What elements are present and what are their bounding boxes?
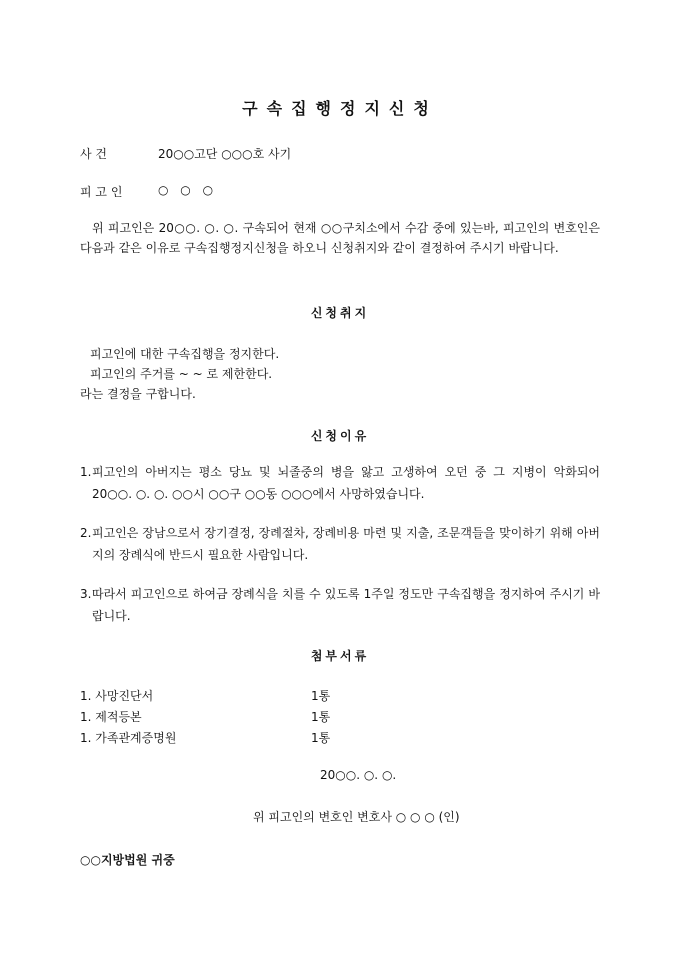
attachment-name: 1. 제적등본 <box>80 710 142 724</box>
case-value: 20○○고단 ○○○호 사기 <box>158 147 292 161</box>
purpose-heading: 신청취지 <box>310 306 370 320</box>
attachment-qty: 1통 <box>311 689 331 703</box>
attachment-qty: 1통 <box>311 731 331 745</box>
case-label: 사 건 <box>80 147 107 161</box>
reason-number: 3. <box>80 587 92 601</box>
signature-line: 위 피고인의 변호인 변호사 ○ ○ ○ (인) <box>253 810 460 824</box>
reason-text: 피고인은 장남으로서 장기결정, 장례절차, 장례비용 마련 및 지출, 조문객들을 맞이하기 위해 아버지의 장례식에 반드시 필요한 사람입니다. <box>92 526 600 562</box>
attachments-heading: 첨부서류 <box>310 649 370 663</box>
court-addressee: ○○지방법원 귀중 <box>80 853 175 867</box>
reason-item-2 <box>80 522 600 566</box>
reason-item-1 <box>80 461 600 505</box>
reason-number: 2. <box>80 526 92 540</box>
reason-number: 1. <box>80 465 92 479</box>
purpose-line-3: 라는 결정을 구합니다. <box>80 387 196 401</box>
purpose-line-1: 피고인에 대한 구속집행을 정지한다. <box>90 347 280 361</box>
reason-item-3 <box>80 583 600 627</box>
defendant-label: 피 고 인 <box>80 185 123 199</box>
attachment-name: 1. 가족관계증명원 <box>80 731 177 745</box>
reason-text: 따라서 피고인으로 하여금 장례식을 치를 수 있도록 1주일 정도만 구속집행을 정지하여 주시기 바랍니다. <box>92 587 600 623</box>
document-date: 20○○. ○. ○. <box>320 768 397 782</box>
document-title: 구속집행정지신청 <box>242 99 438 118</box>
attachment-qty: 1통 <box>311 710 331 724</box>
attachment-name: 1. 사망진단서 <box>80 689 154 703</box>
reasons-heading: 신청이유 <box>310 429 370 443</box>
defendant-value: ○ ○ ○ <box>158 183 214 197</box>
intro-paragraph: 위 피고인은 20○○. ○. ○. 구속되어 현재 ○○구치소에서 수감 중에 있는바, 피고인의 변호인은 다음과 같은 이유로 구속집행정지신청을 하오니 신청취지와 같이 결정하여 주시기 바랍니다. <box>80 221 600 255</box>
purpose-line-2: 피고인의 주거를 ~ ~ 로 제한한다. <box>90 367 273 381</box>
reason-text: 피고인의 아버지는 평소 당뇨 및 뇌졸중의 병을 앓고 고생하여 오던 중 그 지병이 악화되어 20○○. ○. ○. ○○시 ○○구 ○○동 ○○○에서 사망하였습니다. <box>92 465 600 501</box>
